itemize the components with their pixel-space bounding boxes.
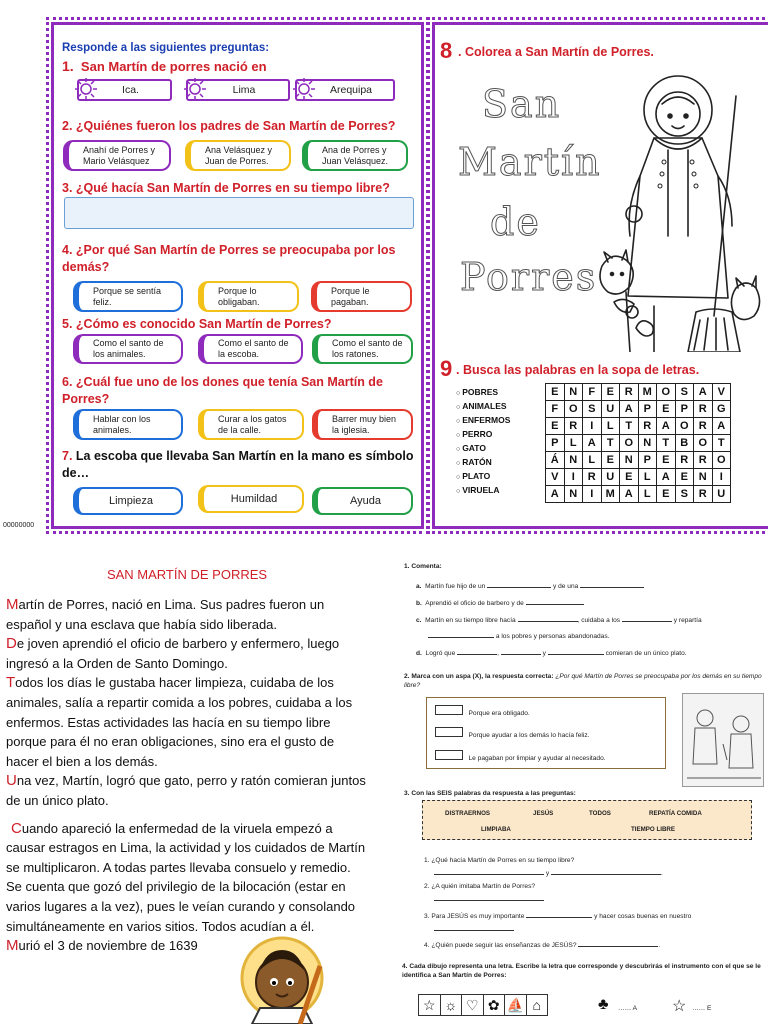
- question-8-number: 8: [440, 38, 453, 63]
- item-a: a. Martín fue hijo de un y de una: [416, 582, 764, 591]
- grid-cell[interactable]: R: [694, 401, 713, 418]
- paragraph: Una vez, Martín, logró que gato, perro y ratón comieran juntos de un único plato.: [6, 772, 366, 808]
- item-d: d. Logró que , y comieran de un único plato.: [416, 650, 687, 657]
- grid-row: [546, 486, 731, 503]
- grid-cell[interactable]: T: [620, 418, 639, 435]
- grid-row: [546, 418, 731, 435]
- grid-cell[interactable]: M: [638, 384, 657, 401]
- house-icon: ⌂: [532, 997, 541, 1013]
- question-7: 7. La escoba que llevaba San Martín en la mano es símbolo de…: [62, 449, 414, 480]
- grid-cell[interactable]: F: [583, 384, 602, 401]
- word-chip: TODOS: [589, 810, 611, 817]
- q4-option-3[interactable]: Porque le pagaban.: [311, 281, 412, 312]
- question-6: 6. ¿Cuál fue uno de los dones que tenía San Martín de Porres?: [62, 375, 383, 406]
- sun-icon: [182, 76, 208, 102]
- sun-icon: [73, 76, 99, 102]
- grid-cell[interactable]: L: [564, 435, 583, 452]
- grid-cell[interactable]: T: [712, 435, 731, 452]
- q7-option-ayuda[interactable]: Ayuda: [312, 487, 413, 515]
- grid-cell[interactable]: E: [601, 452, 620, 469]
- q7-option-limpieza[interactable]: Limpieza: [73, 487, 183, 515]
- grid-cell[interactable]: A: [546, 486, 565, 503]
- grid-cell[interactable]: N: [564, 452, 583, 469]
- heart-icon: ♡: [462, 995, 484, 1015]
- word-item: ○ PERRO: [456, 428, 510, 442]
- grid-cell[interactable]: U: [601, 469, 620, 486]
- q1-option-arequipa[interactable]: Arequipa: [295, 79, 395, 101]
- sun-icon: [291, 76, 317, 102]
- dotted-word-san: San: [482, 82, 562, 126]
- question-9-number: 9: [440, 356, 453, 381]
- item-c: c. Martín en su tiempo libre hacía , cuidaba a los y repartía: [416, 617, 702, 624]
- grid-cell[interactable]: A: [657, 469, 676, 486]
- grid-cell[interactable]: O: [657, 384, 676, 401]
- grid-row: [546, 401, 731, 418]
- question-4: 4. ¿Por qué San Martín de Porres se preocupaba por los demás?: [62, 243, 396, 274]
- paragraph: Murió el 3 de noviembre de 1639: [6, 937, 198, 955]
- grid-cell[interactable]: N: [638, 435, 657, 452]
- grid-cell[interactable]: G: [712, 401, 731, 418]
- grid-cell[interactable]: I: [583, 486, 602, 503]
- grid-cell[interactable]: O: [694, 435, 713, 452]
- grid-cell[interactable]: T: [601, 435, 620, 452]
- paragraph: De joven aprendió el oficio de barbero y enfermero, luego ingresó a la Orden de Santo Domingo.: [6, 635, 340, 671]
- s3-question: 3. Para JESÚS es muy importante y hacer cosas buenas en nuestro: [424, 913, 692, 920]
- grid-cell[interactable]: R: [675, 452, 694, 469]
- grid-row: [546, 452, 731, 469]
- grid-cell[interactable]: E: [657, 401, 676, 418]
- s3-question: 1. ¿Qué hacía Martín de Porres en su tiempo libre?: [424, 857, 575, 864]
- word-item: ○ ENFERMOS: [456, 414, 510, 428]
- grid-cell[interactable]: L: [638, 486, 657, 503]
- grid-cell[interactable]: P: [638, 401, 657, 418]
- saint-coloring-illustration: [596, 66, 764, 352]
- dotted-word-porres: Porres: [460, 255, 598, 299]
- word-chip: LIMPIABA: [481, 826, 511, 833]
- grid-cell[interactable]: R: [564, 418, 583, 435]
- tree-icon: ♣: [598, 996, 609, 1013]
- word-chip: JESÚS: [533, 810, 554, 817]
- s3-words-box: [422, 800, 752, 840]
- q1-option-lima[interactable]: Lima: [186, 79, 290, 101]
- boat-icon: ⛵: [505, 995, 527, 1015]
- s3-questions: 1. ¿Qué hacía Martín de Porres en su tiempo libre? y . 2. ¿A quién imitaba Martín de Porres? 3. Para JESÚS es muy importante y hacer cosas buenas en nuestro 4. ¿Quién puede seguir las enseñanzas de JESÚS? .: [424, 856, 760, 950]
- grid-cell[interactable]: R: [694, 486, 713, 503]
- grid-cell[interactable]: V: [712, 384, 731, 401]
- grid-cell[interactable]: Á: [546, 452, 565, 469]
- q2-option-2[interactable]: Ana Velásquez y Juan de Porres.: [185, 140, 291, 171]
- key-letter-e: …… E: [692, 1005, 712, 1012]
- word-item: ○ ANIMALES: [456, 400, 510, 414]
- grid-cell[interactable]: E: [601, 384, 620, 401]
- grid-cell[interactable]: L: [638, 469, 657, 486]
- flower-icon: ✿: [484, 995, 506, 1015]
- s2-option-2[interactable]: Porque ayudar a los demás lo hacía feliz.: [435, 727, 589, 740]
- q6-option-1[interactable]: Hablar con los animales.: [73, 409, 183, 440]
- grid-cell[interactable]: U: [712, 486, 731, 503]
- q7-option-humildad[interactable]: Humildad: [198, 485, 304, 513]
- grid-cell[interactable]: P: [638, 452, 657, 469]
- grid-cell[interactable]: E: [546, 418, 565, 435]
- grid-cell[interactable]: S: [675, 486, 694, 503]
- word-item: ○ RATÓN: [456, 456, 510, 470]
- grid-row: [546, 469, 731, 486]
- key-letter-a: …… A: [618, 1005, 638, 1012]
- reading-title: SAN MARTÍN DE PORRES: [106, 567, 268, 582]
- q6-option-3[interactable]: Barrer muy bien la iglesia.: [312, 409, 413, 440]
- grid-cell[interactable]: N: [694, 469, 713, 486]
- saint-cartoon-image: [222, 930, 344, 1024]
- grid-cell[interactable]: P: [546, 435, 565, 452]
- grid-cell[interactable]: R: [620, 384, 639, 401]
- section-3-title: 3. Con las SEIS palabras da respuesta a las preguntas:: [404, 790, 576, 797]
- paragraph: Todos los días le gustaba hacer limpieza, cuidaba de los animales, salía a repartir comida a los pobres, cuidaba a los enfermos. Estas actividades las hacía en su tiempo libre porque para él no eran obligaciones, sino era el gusto de hacer el bien a los demás.: [6, 674, 353, 769]
- grid-cell[interactable]: F: [546, 401, 565, 418]
- s2-options-box: [426, 697, 666, 769]
- q6-option-2[interactable]: Curar a los gatos de la calle.: [198, 409, 304, 440]
- grid-cell[interactable]: A: [620, 401, 639, 418]
- grid-row: [546, 384, 731, 401]
- word-search-grid: [545, 383, 731, 503]
- grid-cell[interactable]: V: [546, 469, 565, 486]
- star-icon: ☆: [419, 995, 441, 1015]
- grid-cell[interactable]: A: [620, 486, 639, 503]
- reading-text: [6, 595, 366, 956]
- grid-cell[interactable]: O: [564, 401, 583, 418]
- s3-question: 2. ¿A quién imitaba Martín de Porres?: [424, 883, 536, 890]
- paragraph: Cuando apareció la enfermedad de la viruela empezó a causar estragos en Lima, la actividad y los cuidados de Martín se multiplicaron. A todas partes llevaba consuelo y remedio. Se cuenta que gozó del privilegio de la bilocación (estar en varios lugares a la vez), pues le veían curando y consolando simultáneamente en varios sitios. Todos acudían a él.: [6, 819, 366, 934]
- q5-option-2[interactable]: Como el santo de la escoba.: [198, 334, 303, 364]
- section-1-title: 1. Comenta:: [404, 563, 442, 570]
- question-2: 2. ¿Quiénes fueron los padres de San Martín de Porres?: [62, 119, 396, 133]
- q3-answer-field[interactable]: [64, 197, 414, 229]
- grid-cell[interactable]: R: [583, 469, 602, 486]
- grid-cell[interactable]: E: [675, 469, 694, 486]
- word-chip: REPATÍA COMIDA: [649, 810, 702, 817]
- grid-cell[interactable]: E: [620, 469, 639, 486]
- question-5: 5. ¿Cómo es conocido San Martín de Porres?: [62, 317, 332, 331]
- grid-cell[interactable]: N: [564, 486, 583, 503]
- charity-scene-image: [682, 693, 764, 787]
- symbol-code-boxes: [418, 994, 548, 1016]
- grid-cell[interactable]: I: [583, 418, 602, 435]
- grid-cell[interactable]: L: [601, 418, 620, 435]
- grid-cell[interactable]: R: [694, 452, 713, 469]
- grid-cell[interactable]: E: [546, 384, 565, 401]
- grid-cell[interactable]: A: [694, 384, 713, 401]
- grid-cell[interactable]: S: [675, 384, 694, 401]
- grid-cell[interactable]: I: [564, 469, 583, 486]
- grid-cell[interactable]: M: [601, 486, 620, 503]
- word-item: ○ GATO: [456, 442, 510, 456]
- grid-cell[interactable]: U: [601, 401, 620, 418]
- q2-option-1[interactable]: Anahí de Porres y Mario Velásquez: [63, 140, 171, 171]
- worksheet-section-2: 2. Marca con un aspa (X), la respuesta correcta: ¿Por qué Martín de Porres se preocupaba por los demás en su tiempo libre?: [404, 673, 762, 689]
- grid-cell[interactable]: R: [638, 418, 657, 435]
- question-8-title: . Colorea a San Martín de Porres.: [458, 45, 654, 59]
- grid-cell[interactable]: O: [712, 452, 731, 469]
- question-9-title: . Busca las palabras en la sopa de letras.: [456, 363, 700, 377]
- paragraph: Martín de Porres, nació en Lima. Sus padres fueron un español y una esclava que había sido liberada.: [6, 596, 325, 632]
- q5-option-3[interactable]: Como el santo de los ratones.: [312, 334, 413, 364]
- s3-question: 4. ¿Quién puede seguir las enseñanzas de JESÚS? .: [424, 942, 661, 949]
- word-item: ○ PLATO: [456, 470, 510, 484]
- word-search-list: [456, 386, 510, 498]
- grid-cell[interactable]: S: [583, 401, 602, 418]
- grid-cell[interactable]: A: [657, 418, 676, 435]
- grid-cell[interactable]: N: [564, 384, 583, 401]
- question-3: 3. ¿Qué hacía San Martín de Porres en su tiempo libre?: [62, 181, 390, 195]
- section-4-title: 4. Cada dibujo representa una letra. Escribe la letra que corresponde y descubrirás el instrumento con el que se le identifica a San Martín de Porres:: [402, 963, 761, 979]
- word-chip: DISTRAERNOS: [445, 810, 491, 817]
- word-item: ○ VIRUELA: [456, 484, 510, 498]
- word-chip: TIEMPO LIBRE: [631, 826, 676, 833]
- s2-option-1[interactable]: Porque era obligado.: [435, 705, 530, 718]
- grid-cell[interactable]: O: [620, 435, 639, 452]
- grid-cell[interactable]: T: [657, 435, 676, 452]
- instructions: Responde a las siguientes preguntas:: [62, 42, 270, 54]
- q4-option-2[interactable]: Porque lo obligaban.: [198, 281, 299, 312]
- grid-cell[interactable]: A: [583, 435, 602, 452]
- q4-option-1[interactable]: Porque se sentía feliz.: [73, 281, 183, 312]
- s2-option-3[interactable]: Le pagaban por limpiar y ayudar al necesitado.: [435, 750, 606, 763]
- grid-cell[interactable]: R: [694, 418, 713, 435]
- grid-cell[interactable]: L: [583, 452, 602, 469]
- grid-cell[interactable]: I: [712, 469, 731, 486]
- grid-cell[interactable]: B: [675, 435, 694, 452]
- q5-option-1[interactable]: Como el santo de los animales.: [73, 334, 183, 364]
- grid-cell[interactable]: E: [657, 486, 676, 503]
- grid-cell[interactable]: E: [657, 452, 676, 469]
- word-item: ○ POBRES: [456, 386, 510, 400]
- dotted-word-de: de: [490, 200, 541, 244]
- q1-option-ica[interactable]: Ica.: [77, 79, 172, 101]
- grid-cell[interactable]: A: [712, 418, 731, 435]
- scene-sketch: [683, 694, 765, 788]
- star-key-icon: ☆: [672, 998, 687, 1015]
- grid-cell[interactable]: O: [675, 418, 694, 435]
- grid-cell[interactable]: P: [675, 401, 694, 418]
- item-c-cont: a los pobres y personas abandonadas.: [428, 632, 764, 641]
- dotted-word-martin: Martín: [458, 140, 602, 184]
- question-1: 1. San Martín de porres nació en: [62, 58, 267, 74]
- grid-cell[interactable]: N: [620, 452, 639, 469]
- worksheet-section-1: [404, 562, 764, 658]
- item-b: b. Aprendió el oficio de barbero y de: [416, 599, 764, 608]
- corner-code: 00000000: [3, 522, 35, 529]
- grid-row: [546, 435, 731, 452]
- sun-icon: ☼: [441, 995, 463, 1015]
- q2-option-3[interactable]: Ana de Porres y Juan Velásquez.: [302, 140, 408, 171]
